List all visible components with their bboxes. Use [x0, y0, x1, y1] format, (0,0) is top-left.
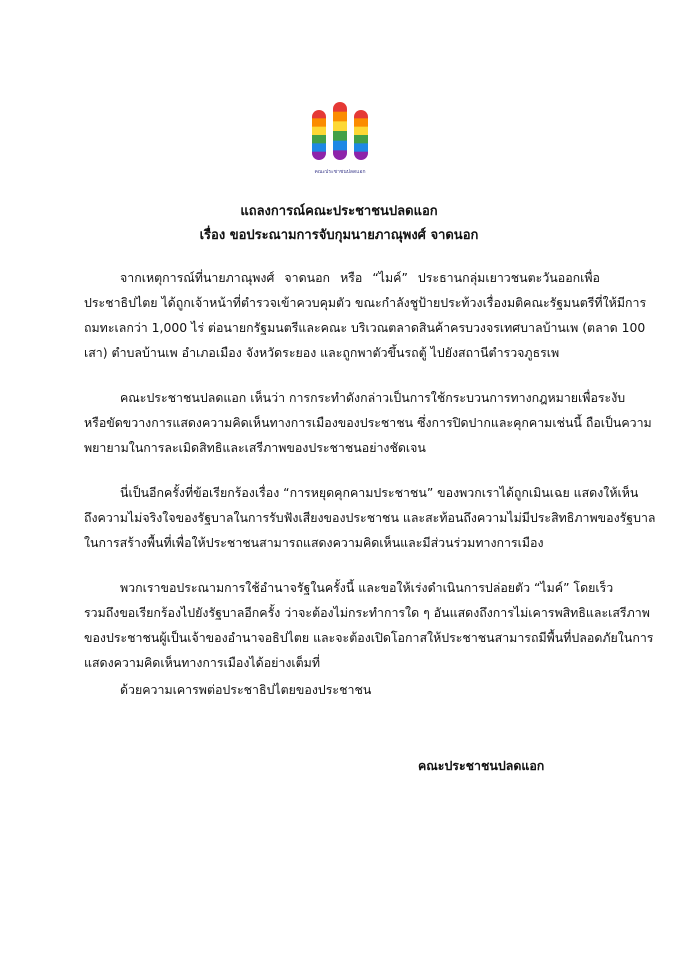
- logo-bar: [333, 102, 347, 161]
- paragraph-line: ของประชาชนผู้เป็นเจ้าของอำนาจอธิปไตย และจะต้องเปิดโอกาสให้ประชาชนสามารถมีพื้นที่ปลอดภัยในการ: [84, 630, 654, 645]
- paragraph-line: นี่เป็นอีกครั้งที่ข้อเรียกร้องเรื่อง “การหยุดคุกคามประชาชน” ของพวกเราได้ถูกเมินเฉย แสดงให้เห็น: [120, 485, 639, 500]
- logo-caption: คณะประชาชนปลดแอก: [314, 169, 366, 175]
- logo-bar: [354, 110, 368, 161]
- signature: คณะประชาชนปลดแอก: [418, 758, 545, 773]
- paragraph-line: พวกเราขอประณามการใช้อำนาจรัฐในครั้งนี้ และขอให้เร่งดำเนินการปล่อยตัว “ไมค์” โดยเร็ว: [120, 580, 614, 595]
- paragraph-line: ในการสร้างพื้นที่เพื่อให้ประชาชนสามารถแสดงความคิดเห็นและมีส่วนร่วมทางการเมือง: [84, 535, 544, 550]
- paragraph-line: หรือขัดขวางการแสดงความคิดเห็นทางการเมืองของประชาชน ซึ่งการปิดปากและคุกคามเช่นนี้ ถือเป็นความ: [84, 415, 652, 430]
- paragraph-line: พยายามในการละเมิดสิทธิและเสรีภาพของประชาชนอย่างชัดเจน: [84, 440, 426, 455]
- paragraph-line: คณะประชาชนปลดแอก เห็นว่า การกระทำดังกล่าวเป็นการใช้กระบวนการทางกฎหมายเพื่อระงับ: [120, 390, 626, 405]
- paragraph-line: เสา) ตำบลบ้านเพ อำเภอเมือง จังหวัดระยอง และถูกพาตัวขึ้นรถตู้ ไปยังสถานีตำรวจภูธรเพ: [84, 345, 560, 360]
- paragraph-1: [84, 265, 647, 365]
- free-people-logo: [308, 102, 372, 178]
- paragraph-4: [84, 575, 654, 675]
- statement-subject: เรื่อง ขอประณามการจับกุมนายภาณุพงศ์ จาดนอก: [199, 228, 479, 243]
- paragraph-line: ถึงความไม่จริงใจของรัฐบาลในการรับฟังเสียงของประชาชน และสะท้อนถึงความไม่มีประสิทธิภาพของรัฐบาล: [84, 510, 656, 525]
- closing-line: ด้วยความเคารพต่อประชาธิปไตยของประชาชน: [120, 682, 372, 697]
- paragraph-line: รวมถึงขอเรียกร้องไปยังรัฐบาลอีกครั้ง ว่าจะต้องไม่กระทำการใด ๆ อันแสดงถึงการไม่เคารพสิทธิและเสรีภาพ: [84, 605, 650, 620]
- statement-title: แถลงการณ์คณะประชาชนปลดแอก: [240, 204, 438, 219]
- paragraph-2: [84, 385, 652, 460]
- logo-bar: [312, 110, 326, 161]
- paragraph-line: แสดงความคิดเห็นทางการเมืองได้อย่างเต็มที่: [84, 655, 321, 670]
- paragraph-line: ถมทะเลกว่า 1,000 ไร่ ต่อนายกรัฐมนตรีและคณะ บริเวณตลาดสินค้าครบวงจรเทศบาลบ้านเพ (ตลาด 100: [84, 320, 646, 335]
- rainbow-bars-icon: [308, 102, 372, 166]
- paragraph-3: [84, 480, 656, 555]
- paragraph-line: จากเหตุการณ์ที่นายภาณุพงศ์ จาดนอก หรือ “ไมค์” ประธานกลุ่มเยาวชนตะวันออกเพื่อ: [120, 270, 600, 285]
- paragraph-line: ประชาธิปไตย ได้ถูกเจ้าหน้าที่ตำรวจเข้าควบคุมตัว ขณะกำลังชูป้ายประท้วงเรื่องมติคณะรัฐมนตรีที่ให้มีการ: [84, 295, 647, 310]
